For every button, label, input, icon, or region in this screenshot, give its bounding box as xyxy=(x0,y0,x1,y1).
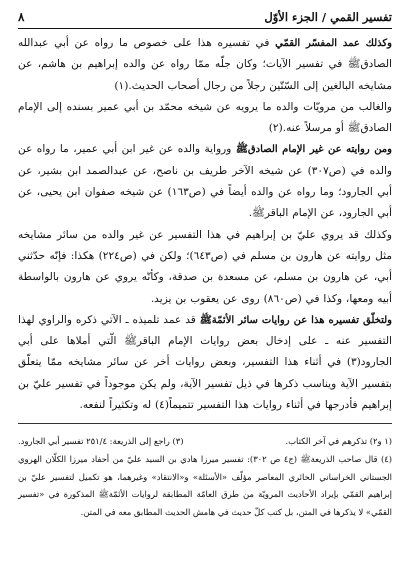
paragraph-5-lead: ولتخلّق تفسيره هذا عن روايات سائر الأئمّةﷺ xyxy=(199,314,392,326)
body-text xyxy=(18,33,392,416)
paragraph-4 xyxy=(18,225,392,310)
footnote-4: (٤) قال صاحب الذريعةﷺ (ج٤ ص ٣٠٢): تفسير ميرزا هادي بن السيد عليّ من أحفاد ميرزا الكلّان الهروي الجستاني الخراساني الحائري المعاصر مؤلّف «الأسئلة» و«الانتقاد» وغيرهما، هو تكميل لتفسير عليّ بن إبراهيم القمّي بإيراد الأحاديث المرويّة من طرق العامّة المطابقة لروايات الأئمّةﷺ المذكورة في «تفسير القمّي» لا يذكرها في المتن، بل كتب كلّ حديث في هامش الحديث المطابق معه في المتن. xyxy=(18,453,393,517)
paragraph-3 xyxy=(18,139,392,224)
paragraph-3-lead: ومن روايته عن غير الإمام الصادقﷺ xyxy=(235,144,392,156)
page-number: ٨ xyxy=(18,10,25,24)
paragraph-2-text: والغالب من مرويّات والده ما يرويه عن شيخه محمّد بن أبي عمير بسنده إلى الإمام الصادقﷺ أو مرسلاً عنه.(٢) xyxy=(18,100,392,135)
paragraph-5 xyxy=(18,310,392,416)
paragraph-2 xyxy=(18,97,392,140)
paragraph-4-text: وكذلك قد يروي عليّ بن إبراهيم في هذا التفسير عن غير والده من سائر مشايخه مثل روايته عن هارون بن مسلم في (ص٦٤٣)؛ ولكن في (ص٢٢٤) هكذا: فإنّه حدّثني أبي، عن هارون بن مسلم، عن مسعدة بن صدقة، وكأنّه يروي عن هارون بالواسطة أبيه ومعها، وكذا في (ص٨٦٠) روى عن يعقوب بن يزيد. xyxy=(18,228,393,305)
footnote-rule xyxy=(18,423,392,424)
paragraph-1-text: في تفسيره هذا على خصوص ما رواه عن أبي عبدالله الصادقﷺ في تفسير الآيات؛ وكان جلّه ممّا رواه عن والده إبراهيم بن هاشم، عن مشايخه البالغين إلى السّتّين رجلاً من رجال أصحاب الحديث.(١) xyxy=(18,37,392,92)
footnote-1-2: (١ و٢) تذكرهم في آخر الكتاب. xyxy=(285,436,392,447)
paragraph-5-text: قد عمد تلميذه ـ الآتي ذكره والراوي لهذا التفسير عنه ـ على إدخال بعض روايات الإمام الباقرﷺ الّتي أملاها على أبي الجارود(٣) في أثناء هذا التفسير، وبعض روايات أخر عن سائر مشايخه ممّا يتعلّق بتفسير الآية ويناسب ذكرها في ذيل تفسير الآية، ولم يكن موجوداً في تفسير عليّ بن إبراهيم فأدرجها في أثناء روايات هذا التفسير تتميماً(٤) له وتكثيراً لنفعه. xyxy=(18,313,392,412)
header-rule xyxy=(18,28,392,29)
book-page xyxy=(18,8,392,521)
footnote-row xyxy=(18,433,392,451)
footnote-3: (٣) راجع إلى الذريعة: ٢٥١/٤ تفسير أبي الجارود. xyxy=(18,436,184,447)
footnotes xyxy=(18,430,392,521)
paragraph-1 xyxy=(18,33,392,97)
running-title: تفسير القمي / الجزء الأوّل xyxy=(264,10,392,24)
paragraph-1-lead: وكذلك عمد المفسّر القمّي xyxy=(275,38,393,49)
running-header xyxy=(18,8,392,26)
paragraph-3-text: ورواية والده عن غير ابن أبي عمير، ما رواه عن والده في (ص٣٠٧) عن شيخه الآخر طريف بن ناصح، عن عبدالصمد ابن بشير، عن أبي الجارود؛ وما رواه عن والده أيضاً في (ص١٦٣) عن شيخه صفوان ابن يحيى، عن أبي الجارود، عن الإمام الباقرﷺ. xyxy=(18,143,393,220)
